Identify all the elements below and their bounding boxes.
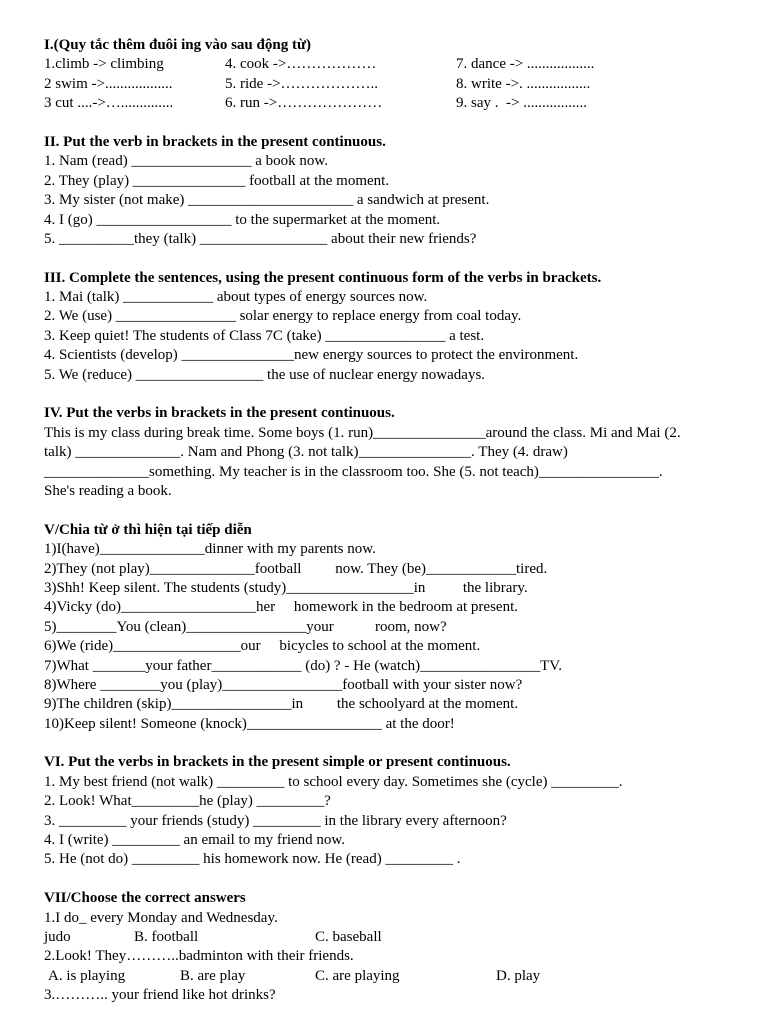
exercise-line: 10)Keep silent! Someone (knock)__________________ at the door!	[44, 715, 455, 732]
passage-line: She's reading a book.	[44, 482, 172, 499]
section-1-row	[44, 55, 734, 74]
question: 3.……….. your friend like hot drinks?	[44, 987, 276, 1004]
section-5-title: V/Chia từ ở thì hiện tại tiếp diễn	[44, 521, 252, 538]
answer-option: A. is playing	[48, 967, 126, 984]
exercise-line: 2)They (not play)______________football now. They (be)____________tired.	[44, 560, 548, 577]
section-6-title: VI. Put the verbs in brackets in the present simple or present continuous.	[44, 754, 511, 771]
exercise-line: 1)I(have)______________dinner with my parents now.	[44, 541, 376, 558]
options-row	[44, 967, 734, 986]
passage-line: This is my class during break time. Some boys (1. run)_______________around the class. Mi and Mai (2.	[44, 424, 681, 441]
section-1-row	[44, 75, 734, 94]
verb-item: 9. say . -> .................	[456, 95, 587, 112]
answer-option: B. football	[134, 928, 199, 945]
answer-option: judo	[44, 928, 71, 945]
section-4-title: IV. Put the verbs in brackets in the present continuous.	[44, 405, 395, 422]
exercise-line: 4. I (go) __________________ to the supermarket at the moment.	[44, 211, 441, 228]
exercise-line: 2. We (use) ________________ solar energy to replace energy from coal today.	[44, 308, 522, 325]
exercise-line: 9)The children (skip)________________in the schoolyard at the moment.	[44, 696, 519, 713]
verb-item: 3 cut ....->…..............	[44, 95, 174, 112]
exercise-line: 5)________You (clean)________________your room, now?	[44, 618, 447, 635]
verb-item: 6. run ->…………………	[225, 95, 383, 112]
exercise-line: 5. We (reduce) _________________ the use of nuclear energy nowadays.	[44, 366, 486, 383]
verb-item: 8. write ->. .................	[456, 75, 591, 92]
answer-option: C. are playing	[315, 967, 400, 984]
exercise-line: 3. My sister (not make) ______________________ a sandwich at present.	[44, 192, 490, 209]
verb-item: 2 swim ->..................	[44, 75, 173, 92]
exercise-line: 3. Keep quiet! The students of Class 7C (take) ________________ a test.	[44, 327, 485, 344]
exercise-line: 5. __________they (talk) _________________ about their new friends?	[44, 230, 477, 247]
exercise-line: 7)What _______your father____________ (do) ? - He (watch)________________TV.	[44, 657, 562, 674]
exercise-line: 3. _________ your friends (study) _________ in the library every afternoon?	[44, 812, 507, 829]
exercise-line: 1. Nam (read) ________________ a book now.	[44, 153, 328, 170]
exercise-line: 1. My best friend (not walk) _________ to school every day. Sometimes she (cycle) _________.	[44, 773, 623, 790]
exercise-line: 2. Look! What_________he (play) _________?	[44, 793, 331, 810]
section-2-title: II. Put the verb in brackets in the present continuous.	[44, 133, 386, 150]
options-row	[44, 928, 734, 947]
verb-item: 7. dance -> ..................	[456, 56, 595, 73]
verb-item: 4. cook ->………………	[225, 56, 377, 73]
exercise-line: 4. I (write) _________ an email to my friend now.	[44, 832, 346, 849]
question: 1.I do_ every Monday and Wednesday.	[44, 909, 278, 926]
exercise-line: 5. He (not do) _________ his homework now. He (read) _________ .	[44, 851, 461, 868]
passage-line: ______________something. My teacher is in the classroom too. She (5. not teach)________________.	[44, 463, 663, 480]
exercise-line: 2. They (play) _______________ football at the moment.	[44, 172, 390, 189]
answer-option: C. baseball	[315, 928, 382, 945]
section-1-title: I.(Quy tắc thêm đuôi ing vào sau động từ)	[44, 37, 311, 53]
exercise-line: 1. Mai (talk) ____________ about types of energy sources now.	[44, 289, 428, 306]
exercise-line: 3)Shh! Keep silent. The students (study)_________________in the library.	[44, 579, 528, 596]
answer-option: D. play	[496, 967, 541, 984]
worksheet	[44, 36, 734, 1006]
verb-item: 1.climb -> climbing	[44, 56, 164, 73]
section-1-row	[44, 94, 734, 113]
passage-line: talk) ______________. Nam and Phong (3. not talk)_______________. They (4. draw)	[44, 444, 568, 461]
section-7-title: VII/Choose the correct answers	[44, 890, 246, 907]
exercise-line: 8)Where ________you (play)________________football with your sister now?	[44, 676, 523, 693]
answer-option: B. are play	[180, 967, 246, 984]
section-3-title: III. Complete the sentences, using the present continuous form of the verbs in brackets.	[44, 269, 602, 286]
verb-item: 5. ride ->………………..	[225, 75, 379, 92]
question: 2.Look! They………..badminton with their friends.	[44, 948, 354, 965]
exercise-line: 6)We (ride)_________________our bicycles to school at the moment.	[44, 638, 481, 655]
exercise-line: 4)Vicky (do)__________________her homework in the bedroom at present.	[44, 599, 519, 616]
exercise-line: 4. Scientists (develop) _______________new energy sources to protect the environment.	[44, 347, 579, 364]
